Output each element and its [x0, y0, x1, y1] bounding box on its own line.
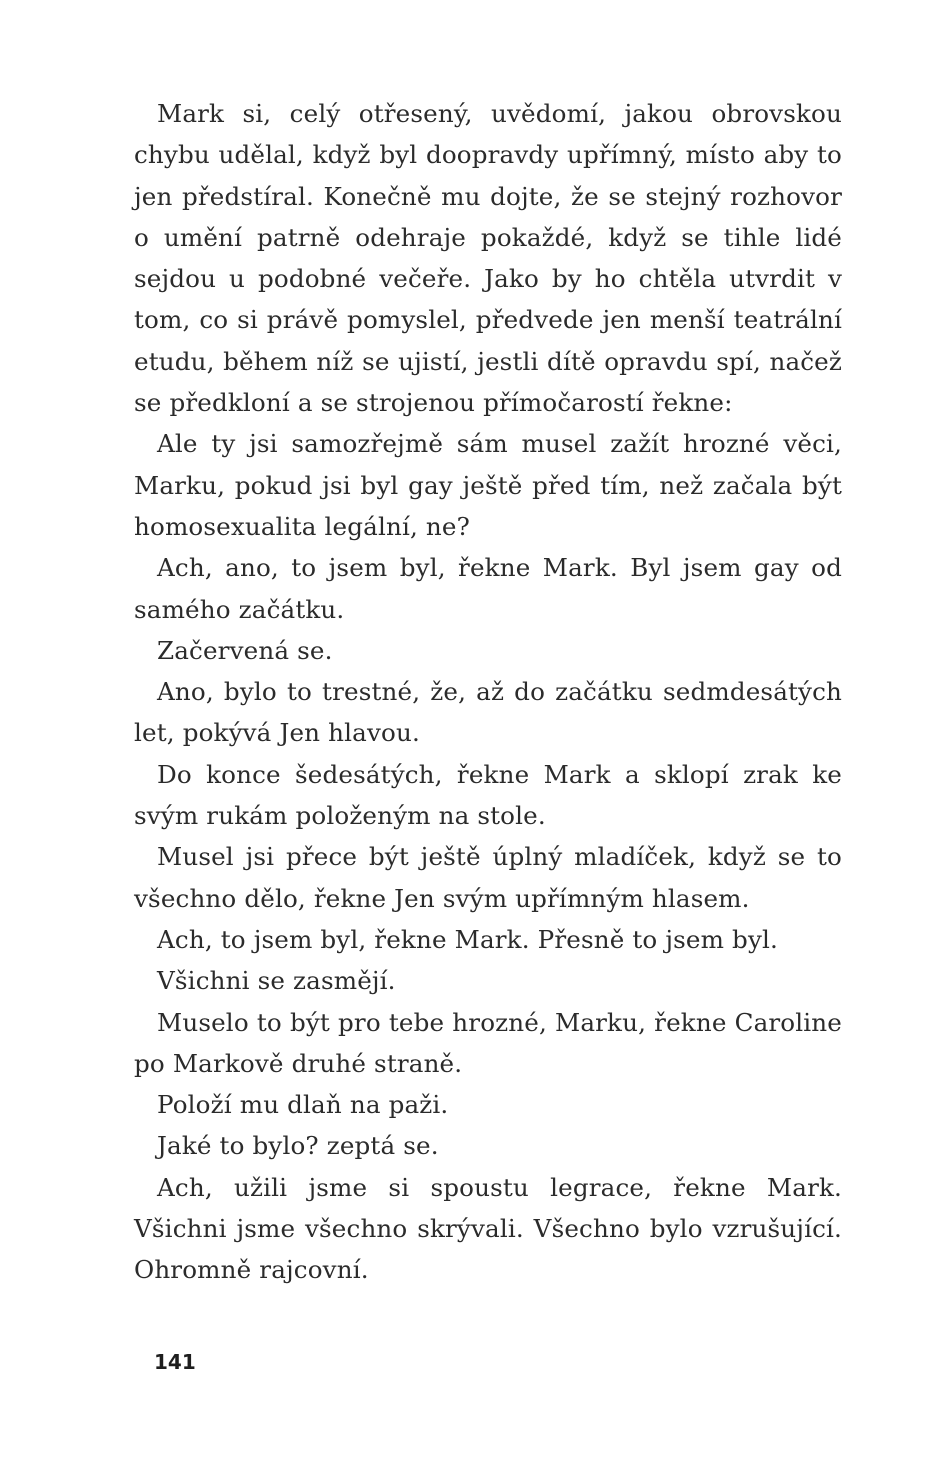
paragraph-7: Musel jsi přece být ještě úplný mladíček, když se to všechno dělo, řekne Jen svým upřímným hlasem. [134, 842, 842, 913]
paragraph-3: Ach, ano, to jsem byl, řekne Mark. Byl jsem gay od samého začátku. [134, 553, 842, 624]
paragraph-10: Muselo to být pro tebe hrozné, Marku, řekne Caroline po Markově druhé straně. [134, 1007, 842, 1078]
page-number: 141 [154, 1350, 196, 1374]
paragraph-6: Do konce šedesátých, řekne Mark a sklopí zrak ke svým rukám položeným na stole. [134, 759, 842, 831]
paragraph-13: Ach, užili jsme si spoustu legrace, řekne Mark. Všichni jsme všechno skrývali. Všechno bylo vzrušující. Ohromně rajcovní. [134, 1172, 842, 1285]
body-text [134, 93, 842, 1291]
paragraph-11: Položí mu dlaň na paži. [157, 1090, 449, 1120]
paragraph-8: Ach, to jsem byl, řekne Mark. Přesně to jsem byl. [157, 924, 778, 954]
paragraph-12: Jaké to bylo? zeptá se. [157, 1131, 439, 1161]
paragraph-1: Mark si, celý otřesený, uvědomí, jakou obrovskou chybu udělal, když byl doopravdy upřímný, místo aby to jen předstíral. Konečně mu dojte, že se stejný rozhovor o umění patrně odehraje pokaždé, když se tihle lidé sejdou u podobné večeře. Jako by ho chtěla utvrdit v tom, co si právě pomyslel, předvede jen menší teatrální etudu, během níž se ujistí, jestli dítě opravdu spí, načež se předkloní a se strojenou přímočarostí řekne: [134, 99, 842, 418]
paragraph-4: Začervená se. [157, 635, 333, 665]
paragraph-2: Ale ty jsi samozřejmě sám musel zažít hrozné věci, Marku, pokud jsi byl gay ještě před tím, než začala být homosexualita legální, ne? [134, 429, 842, 541]
paragraph-5: Ano, bylo to trestné, že, až do začátku sedmdesátých let, pokývá Jen hlavou. [134, 677, 842, 748]
paragraph-9: Všichni se zasmějí. [157, 966, 396, 996]
